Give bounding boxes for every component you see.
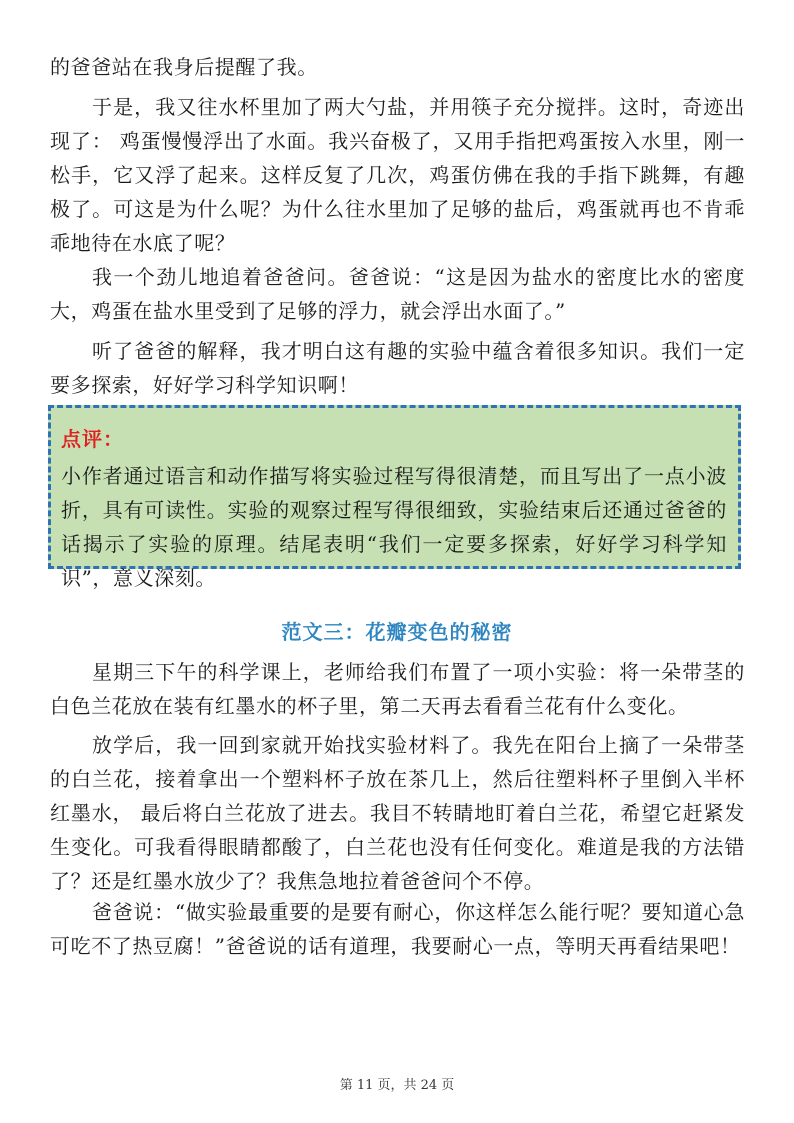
paragraph-father-explains: 我一个劲儿地追着爸爸问。爸爸说：“这是因为盐水的密度比水的密度大，鸡蛋在盐水里受到了足够的浮力，就会浮出水面了。” (50, 265, 745, 323)
paragraph-continued: 的爸爸站在我身后提醒了我。 (50, 55, 318, 79)
comment-title: 点评： (61, 427, 124, 451)
paragraph-salt-experiment: 于是，我又往水杯里加了两大勺盐，并用筷子充分搅拌。这时，奇迹出现了： 鸡蛋慢慢浮出了水面。我兴奋极了，又用手指把鸡蛋按入水里，刚一松手，它又浮了起来。这样反复了几次，鸡蛋仿佛在我的手指下跳舞，有趣极了。可这是为什么呢？为什么往水里加了足够的盐后，鸡蛋就再也不肯乖乖地待在水底了呢？ (50, 95, 745, 255)
paragraph-after-school: 放学后，我一回到家就开始找实验材料了。我先在阳台上摘了一朵带茎的白兰花，接着拿出一个塑料杯子放在茶几上，然后往塑料杯子里倒入半杯红墨水， 最后将白兰花放了进去。我目不转睛地盯着白兰花，希望它赶紧发生变化。可我看得眼睛都酸了，白兰花也没有任何变化。难道是我的方法错了？还是红墨水放少了？我焦急地拉着爸爸问个不停。 (50, 733, 745, 893)
page-footer: 第 11 页，共 24 页 (339, 1078, 455, 1093)
section-title: 范文三：花瓣变色的秘密 (281, 620, 513, 644)
paragraph-class-assignment: 星期三下午的科学课上，老师给我们布置了一项小实验：将一朵带茎的白色兰花放在装有红墨水的杯子里，第二天再去看看兰花有什么变化。 (50, 660, 745, 718)
comment-text: 小作者通过语言和动作描写将实验过程写得很清楚，而且写出了一点小波折，具有可读性。实验的观察过程写得很细致，实验结束后还通过爸爸的话揭示了实验的原理。结尾表明“我们一定要多探索，好好学习科学知识”，意义深刻。 (61, 464, 727, 590)
paragraph-patience: 爸爸说：“做实验最重要的是要有耐心，你这样怎么能行呢？要知道心急可吃不了热豆腐！”爸爸说的话有道理，我要耐心一点，等明天再看结果吧！ (50, 900, 745, 958)
paragraph-conclusion: 听了爸爸的解释，我才明白这有趣的实验中蕴含着很多知识。我们一定要多探索，好好学习科学知识啊！ (50, 339, 745, 397)
